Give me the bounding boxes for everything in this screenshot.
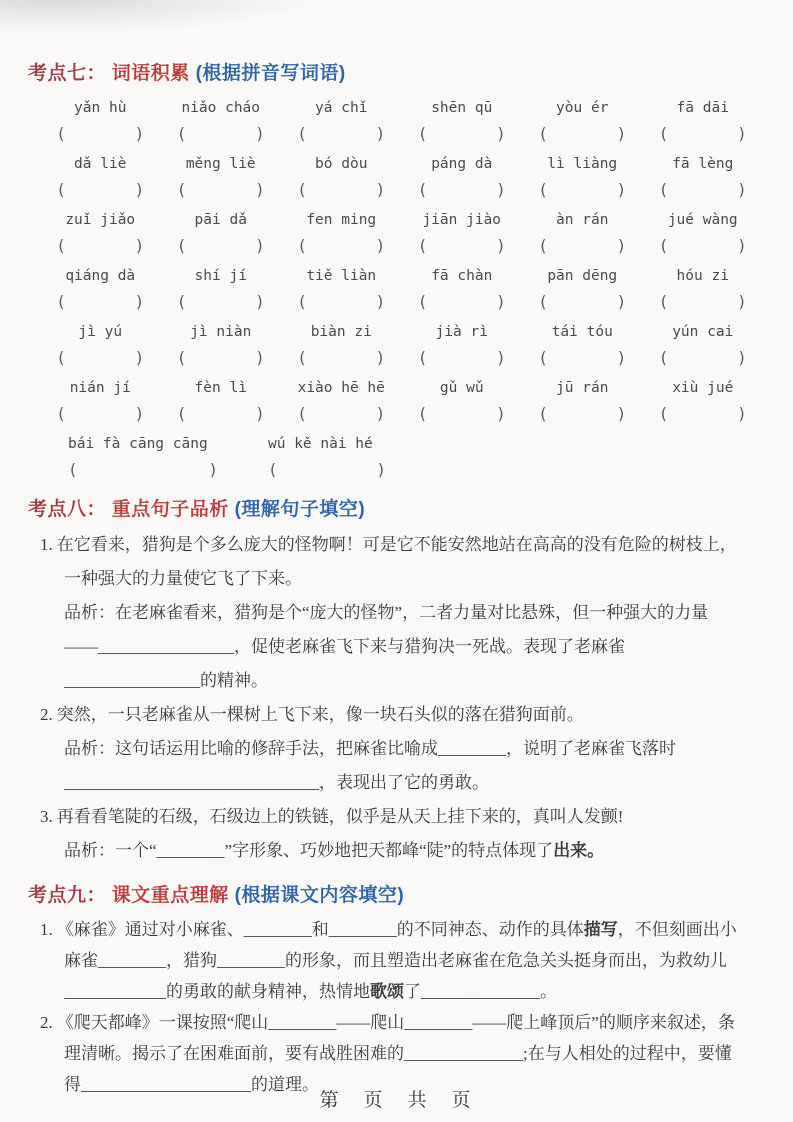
open-paren: ( <box>538 180 548 199</box>
item-number: 2. <box>40 705 53 724</box>
answer-brackets <box>177 121 265 146</box>
sentence-text: 突然，一只老麻雀从一棵树上飞下来，像一块石头似的落在猎狗面前。 <box>56 705 584 724</box>
section9-title-label: 考点九： <box>28 885 107 906</box>
open-paren: ( <box>658 404 669 423</box>
pinyin-cell <box>163 152 280 202</box>
pinyin-cell <box>283 376 400 426</box>
s8-item-2 <box>28 698 740 800</box>
pinyin-cell <box>42 152 159 202</box>
close-paren: ) <box>375 236 386 255</box>
pinyin-cell <box>283 320 400 370</box>
pinyin-word: yá chǐ <box>315 100 368 116</box>
analysis-text: 品析：一个“________”字形象、巧妙地把天都峰“陡”的特点体现了 <box>64 841 554 860</box>
answer-brackets <box>177 345 265 370</box>
pinyin-cell <box>645 152 762 202</box>
close-paren: ) <box>375 180 386 199</box>
pinyin-cell <box>404 320 521 370</box>
pinyin-cell <box>163 208 280 258</box>
answer-brackets <box>418 289 506 314</box>
close-paren: ) <box>255 292 265 311</box>
close-paren: ) <box>134 180 145 199</box>
open-paren: ( <box>297 124 307 143</box>
analysis-text: 品析：这句话运用比喻的修辞手法，把麻雀比喻成________，说明了老麻雀飞落时______________________________，表现出了它的勇敢。 <box>64 739 676 792</box>
open-paren: ( <box>538 404 548 423</box>
section7-title-main: 词语积累 <box>111 63 190 84</box>
pinyin-word: lì liàng <box>547 156 618 172</box>
pinyin-word: jiān jiào <box>422 212 502 228</box>
close-paren: ) <box>255 236 265 255</box>
s8-item-3 <box>28 800 740 868</box>
section8-title <box>28 496 763 524</box>
pinyin-word: hóu zi <box>676 268 729 284</box>
pinyin-word: fèn lì <box>194 380 247 396</box>
close-paren: ) <box>255 124 265 143</box>
pinyin-cell <box>283 208 400 258</box>
pinyin-cell <box>42 376 159 426</box>
pinyin-word: pān dēng <box>547 268 618 284</box>
item-number: 1. <box>40 535 53 554</box>
close-paren: ) <box>376 460 386 479</box>
s8-item2-sentence <box>40 698 740 732</box>
section9-title-main: 课文重点理解 <box>111 885 229 906</box>
close-paren: ) <box>134 236 145 255</box>
answer-brackets <box>418 401 506 426</box>
answer-brackets <box>177 289 265 314</box>
close-paren: ) <box>496 404 506 423</box>
pinyin-cell <box>524 320 641 370</box>
pinyin-cell <box>404 376 521 426</box>
open-paren: ( <box>56 124 66 143</box>
answer-brackets <box>56 289 144 314</box>
answer-brackets <box>659 121 747 146</box>
close-paren: ) <box>616 348 627 367</box>
close-paren: ) <box>616 404 627 423</box>
pinyin-cell <box>645 376 762 426</box>
bold-text: 描写 <box>583 920 618 939</box>
pinyin-cell <box>645 208 762 258</box>
open-paren: ( <box>176 292 187 311</box>
pinyin-cell <box>163 264 280 314</box>
answer-brackets <box>68 457 218 482</box>
open-paren: ( <box>297 348 307 367</box>
answer-brackets <box>659 289 747 314</box>
pinyin-word: fā lèng <box>672 156 734 172</box>
answer-brackets <box>538 177 626 202</box>
page-footer: 第 页 共 页 <box>319 1090 474 1111</box>
text-segment: 了______________。 <box>404 982 557 1001</box>
pinyin-word: àn rán <box>556 212 609 228</box>
open-paren: ( <box>658 348 669 367</box>
open-paren: ( <box>297 236 307 255</box>
close-paren: ) <box>208 460 218 479</box>
close-paren: ) <box>737 180 747 199</box>
item-number: 3. <box>40 807 53 826</box>
s8-item1-analysis <box>40 596 740 698</box>
close-paren: ) <box>255 348 265 367</box>
answer-brackets <box>56 177 144 202</box>
close-paren: ) <box>375 124 386 143</box>
close-paren: ) <box>737 348 747 367</box>
pinyin-cell <box>404 96 521 146</box>
pinyin-word: jià rì <box>435 324 488 340</box>
pinyin-cell <box>524 376 641 426</box>
answer-brackets <box>56 401 144 426</box>
s9-item-1 <box>28 914 740 1007</box>
answer-brackets <box>297 289 385 314</box>
answer-brackets <box>297 345 385 370</box>
bold-text: 歌颂 <box>370 982 404 1001</box>
pinyin-word: xiù jué <box>672 380 734 396</box>
pinyin-cell <box>163 376 280 426</box>
pinyin-word: bái fà cāng cāng <box>68 436 208 452</box>
pinyin-cell <box>42 96 159 146</box>
open-paren: ( <box>176 404 187 423</box>
pinyin-cell <box>524 208 641 258</box>
answer-brackets <box>297 401 385 426</box>
section9-title <box>28 882 763 910</box>
open-paren: ( <box>417 348 428 367</box>
answer-brackets <box>538 289 626 314</box>
pinyin-word: jì yú <box>78 324 123 340</box>
pinyin-grid <box>28 92 763 426</box>
open-paren: ( <box>268 460 278 479</box>
pinyin-cell <box>42 320 159 370</box>
open-paren: ( <box>538 124 548 143</box>
pinyin-cell <box>42 208 159 258</box>
answer-brackets <box>538 233 626 258</box>
pinyin-cell <box>283 264 400 314</box>
sentence-text: 再看看笔陡的石级，石级边上的铁链，似乎是从天上挂下来的，真叫人发颤! <box>56 807 624 826</box>
open-paren: ( <box>176 348 187 367</box>
pinyin-word: wú kě nài hé <box>268 436 373 452</box>
answer-brackets <box>418 233 506 258</box>
close-paren: ) <box>134 124 145 143</box>
pinyin-word: fā dāi <box>676 100 729 116</box>
pinyin-cell <box>42 264 159 314</box>
answer-brackets <box>418 121 506 146</box>
section7-title <box>28 60 763 88</box>
open-paren: ( <box>417 236 428 255</box>
answer-brackets <box>56 233 144 258</box>
pinyin-cell <box>645 320 762 370</box>
open-paren: ( <box>538 348 548 367</box>
pinyin-word: yǎn hù <box>74 100 127 116</box>
answer-brackets <box>177 233 265 258</box>
section-kaodian7 <box>28 60 763 482</box>
pinyin-word: jì niàn <box>190 324 252 340</box>
text-segment: 《麻雀》通过对小麻雀、________和________的不同神态、动作的具体 <box>56 920 584 939</box>
pinyin-word: bó dòu <box>315 156 368 172</box>
pinyin-cell <box>283 96 400 146</box>
close-paren: ) <box>496 180 506 199</box>
pinyin-cell <box>404 264 521 314</box>
close-paren: ) <box>737 236 747 255</box>
pinyin-word: jué wàng <box>667 212 738 228</box>
pinyin-word: yún cai <box>672 324 734 340</box>
section8-title-label: 考点八： <box>28 499 107 520</box>
close-paren: ) <box>134 292 145 311</box>
pinyin-word: zuǐ jiǎo <box>65 212 136 228</box>
pinyin-cell <box>645 264 762 314</box>
open-paren: ( <box>538 292 548 311</box>
open-paren: ( <box>56 348 66 367</box>
open-paren: ( <box>417 124 428 143</box>
open-paren: ( <box>56 292 66 311</box>
pinyin-cell <box>524 264 641 314</box>
pinyin-word: páng dà <box>431 156 493 172</box>
answer-brackets <box>297 121 385 146</box>
s8-item2-analysis <box>40 732 740 800</box>
pinyin-word: jū rán <box>556 380 609 396</box>
open-paren: ( <box>658 292 669 311</box>
close-paren: ) <box>616 236 627 255</box>
answer-brackets <box>268 457 386 482</box>
pinyin-cell <box>268 432 386 482</box>
s8-item1-sentence <box>40 528 740 596</box>
s8-item3-sentence <box>40 800 740 834</box>
pinyin-word: tiě liàn <box>306 268 377 284</box>
close-paren: ) <box>496 292 506 311</box>
pinyin-cell <box>645 96 762 146</box>
open-paren: ( <box>297 180 307 199</box>
pinyin-cell <box>524 152 641 202</box>
close-paren: ) <box>255 404 265 423</box>
answer-brackets <box>538 121 626 146</box>
answer-brackets <box>538 345 626 370</box>
open-paren: ( <box>417 404 428 423</box>
section7-title-label: 考点七： <box>28 63 107 84</box>
pinyin-cell <box>283 152 400 202</box>
s8-item3-analysis <box>40 834 740 868</box>
pinyin-word: niǎo cháo <box>181 100 261 116</box>
pinyin-word: qiáng dà <box>65 268 136 284</box>
open-paren: ( <box>658 124 669 143</box>
pinyin-last-row <box>28 432 763 482</box>
answer-brackets <box>659 233 747 258</box>
pinyin-word: gǔ wǔ <box>439 380 484 396</box>
open-paren: ( <box>417 180 428 199</box>
section8-title-main: 重点句子品析 <box>111 499 229 520</box>
pinyin-cell <box>404 208 521 258</box>
answer-brackets <box>538 401 626 426</box>
close-paren: ) <box>375 292 386 311</box>
answer-brackets <box>177 401 265 426</box>
section-kaodian8 <box>28 496 763 868</box>
analysis-text: 品析：在老麻雀看来，猎狗是个“庞大的怪物”，二者力量对比悬殊，但一种强大的力量——________________，促使老麻雀飞下来与猎狗决一死战。表现了老麻雀________________的精神。 <box>64 603 709 690</box>
answer-brackets <box>297 177 385 202</box>
text-segment: ，不但刻画出小麻雀________，猎狗________的形象，而且塑造出老麻雀在危急关头挺身而出，为救幼儿____________的勇敢的献身精神，热情地 <box>64 920 737 1001</box>
text-segment: 《爬天都峰》一课按照“爬山________——爬山________——爬上峰顶后”的顺序来叙述，条理清晰。揭示了在困难面前，要有战胜困难的______________;在与人相处的过程中，要懂得____________________的道理。 <box>56 1013 735 1094</box>
pinyin-word: pāi dǎ <box>194 212 247 228</box>
pinyin-cell <box>68 432 218 482</box>
pinyin-word: shí jí <box>194 268 247 284</box>
close-paren: ) <box>496 124 506 143</box>
close-paren: ) <box>737 124 747 143</box>
analysis-bold-text: 出来。 <box>553 841 605 860</box>
pinyin-cell <box>404 152 521 202</box>
pinyin-word: fā chàn <box>431 268 493 284</box>
open-paren: ( <box>297 292 307 311</box>
open-paren: ( <box>538 236 548 255</box>
pinyin-word: yòu ér <box>556 100 609 116</box>
answer-brackets <box>56 345 144 370</box>
pinyin-word: shēn qū <box>431 100 493 116</box>
open-paren: ( <box>68 460 78 479</box>
answer-brackets <box>418 177 506 202</box>
pinyin-word: xiào hē hē <box>297 380 385 396</box>
s9-item1-text <box>40 914 740 1007</box>
answer-brackets <box>659 177 747 202</box>
pinyin-word: nián jí <box>69 380 131 396</box>
open-paren: ( <box>176 180 187 199</box>
close-paren: ) <box>737 404 747 423</box>
s8-item-1 <box>28 528 740 698</box>
answer-brackets <box>56 121 144 146</box>
answer-brackets <box>418 345 506 370</box>
open-paren: ( <box>56 180 66 199</box>
sentence-text: 在它看来，猎狗是个多么庞大的怪物啊！可是它不能安然地站在高高的没有危险的树枝上，一种强大的力量使它飞了下来。 <box>56 535 737 588</box>
open-paren: ( <box>56 404 66 423</box>
close-paren: ) <box>496 236 506 255</box>
close-paren: ) <box>134 348 145 367</box>
pinyin-word: tái tóu <box>551 324 613 340</box>
answer-brackets <box>297 233 385 258</box>
answer-brackets <box>659 345 747 370</box>
section8-title-sub: (理解句子填空) <box>234 499 366 520</box>
close-paren: ) <box>375 348 386 367</box>
pinyin-cell <box>524 96 641 146</box>
section-kaodian9 <box>28 882 763 1100</box>
open-paren: ( <box>176 124 187 143</box>
pinyin-word: biàn zi <box>310 324 372 340</box>
open-paren: ( <box>658 180 669 199</box>
section7-title-sub: (根据拼音写词语) <box>195 63 346 84</box>
item-number: 2. <box>40 1013 53 1032</box>
open-paren: ( <box>56 236 66 255</box>
section9-title-sub: (根据课文内容填空) <box>234 885 405 906</box>
open-paren: ( <box>417 292 428 311</box>
open-paren: ( <box>658 236 669 255</box>
answer-brackets <box>177 177 265 202</box>
pinyin-word: fen ming <box>306 212 377 228</box>
pinyin-word: měng liè <box>185 156 256 172</box>
close-paren: ) <box>616 180 627 199</box>
close-paren: ) <box>375 404 386 423</box>
open-paren: ( <box>176 236 187 255</box>
close-paren: ) <box>616 292 627 311</box>
pinyin-word: dǎ liè <box>74 156 127 172</box>
pinyin-cell <box>163 96 280 146</box>
close-paren: ) <box>496 348 506 367</box>
close-paren: ) <box>616 124 627 143</box>
close-paren: ) <box>737 292 747 311</box>
close-paren: ) <box>255 180 265 199</box>
open-paren: ( <box>297 404 307 423</box>
pinyin-cell <box>163 320 280 370</box>
close-paren: ) <box>134 404 145 423</box>
item-number: 1. <box>40 920 53 939</box>
answer-brackets <box>659 401 747 426</box>
